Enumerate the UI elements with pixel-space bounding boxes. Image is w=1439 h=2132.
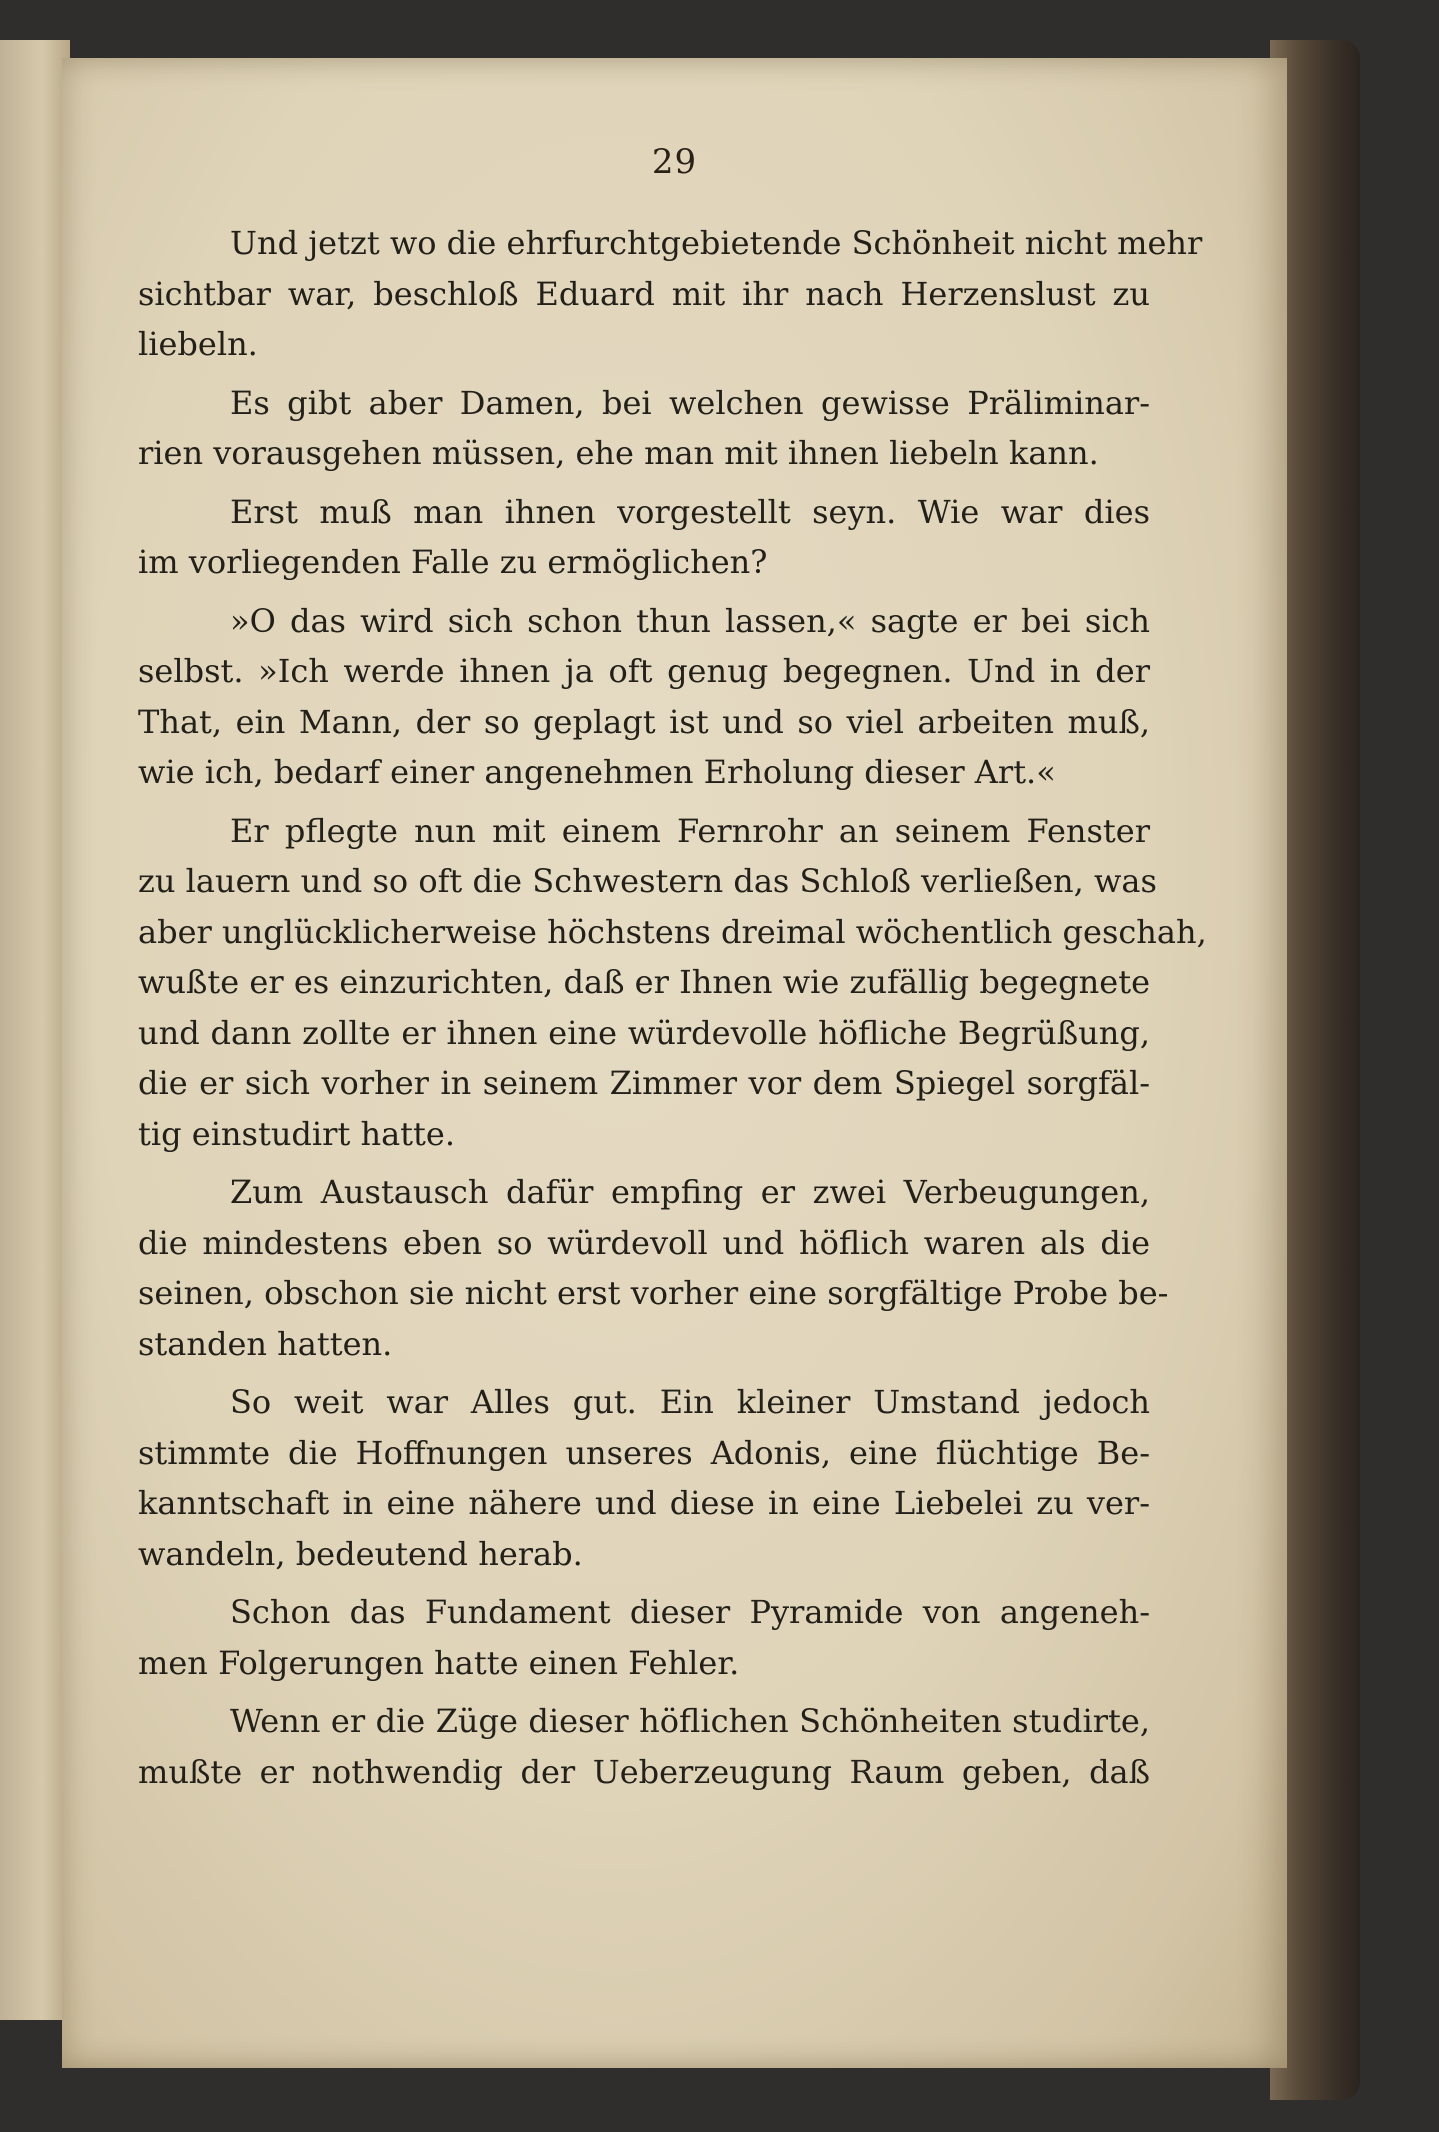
text-line: Wenn er die Züge dieser höflichen Schönheiten studirte, xyxy=(230,1702,1150,1740)
text-line: kanntschaft in eine nähere und diese in eine Liebelei zu ver- xyxy=(138,1484,1150,1522)
paragraph xyxy=(138,1377,1150,1579)
text-line: Schon das Fundament dieser Pyramide von angeneh- xyxy=(230,1593,1150,1631)
text-line: rien vorausgehen müssen, ehe man mit ihnen liebeln kann. xyxy=(138,434,1099,472)
text-line: Erst muß man ihnen vorgestellt seyn. Wie war dies xyxy=(230,492,1150,531)
text-line: Es gibt aber Damen, bei welchen gewisse Präliminar- xyxy=(230,383,1150,422)
text-line: und dann zollte er ihnen eine würdevolle höfliche Begrüßung, xyxy=(138,1013,1150,1052)
text-line: That, ein Mann, der so geplagt ist und so viel arbeiten muß, xyxy=(138,702,1150,741)
text-line: seinen, obschon sie nicht erst vorher eine sorgfältige Probe be- xyxy=(138,1274,1169,1312)
text-line: wußte er es einzurichten, daß er Ihnen wie zufällig begegnete xyxy=(138,963,1150,1001)
text-line: Zum Austausch dafür empfing er zwei Verbeugungen, xyxy=(230,1173,1150,1211)
text-line: tig einstudirt hatte. xyxy=(138,1114,455,1153)
text-line: aber unglücklicherweise höchstens dreimal wöchentlich geschah, xyxy=(138,912,1207,951)
text-line: So weit war Alles gut. Ein kleiner Umstand jedoch xyxy=(230,1383,1150,1421)
text-line: stimmte die Hoffnungen unseres Adonis, eine flüchtige Be- xyxy=(138,1433,1150,1472)
text-line: im vorliegenden Falle zu ermöglichen? xyxy=(138,543,768,581)
text-line: selbst. »Ich werde ihnen ja oft genug begegnen. Und in der xyxy=(138,652,1150,690)
text-line: sichtbar war, beschloß Eduard mit ihr nach Herzenslust zu xyxy=(138,274,1150,313)
paragraph xyxy=(138,806,1207,1160)
facing-page-edge xyxy=(0,40,70,2020)
text-line: liebeln. xyxy=(138,325,258,363)
text-line: die mindestens eben so würdevoll und höflich waren als die xyxy=(138,1223,1150,1262)
page-text xyxy=(138,218,1207,1805)
paragraph xyxy=(138,1587,1150,1688)
text-line: men Folgerungen hatte einen Fehler. xyxy=(138,1643,740,1682)
text-line: die er sich vorher in seinem Zimmer vor dem Spiegel sorgfäl- xyxy=(138,1064,1150,1102)
paragraph xyxy=(138,1696,1150,1797)
paragraph xyxy=(138,218,1203,370)
book-page xyxy=(62,58,1287,2068)
paragraph xyxy=(138,1167,1169,1369)
text-line: wie ich, bedarf einer angenehmen Erholung dieser Art.« xyxy=(138,753,1056,791)
paragraph xyxy=(138,378,1150,479)
text-line: Und jetzt wo die ehrfurchtgebietende Schönheit nicht mehr xyxy=(230,224,1203,262)
text-line: zu lauern und so oft die Schwestern das Schloß verließen, was xyxy=(138,862,1157,900)
page-number: 29 xyxy=(651,142,698,182)
text-line: wandeln, bedeutend herab. xyxy=(138,1534,583,1573)
text-line: »O das wird sich schon thun lassen,« sagte er bei sich xyxy=(230,601,1150,640)
text-line: Er pflegte nun mit einem Fernrohr an seinem Fenster xyxy=(230,811,1150,850)
text-line: standen hatten. xyxy=(138,1324,393,1363)
paragraph xyxy=(138,487,1150,588)
text-line: mußte er nothwendig der Ueberzeugung Raum geben, daß xyxy=(138,1752,1150,1791)
paragraph xyxy=(138,596,1150,798)
